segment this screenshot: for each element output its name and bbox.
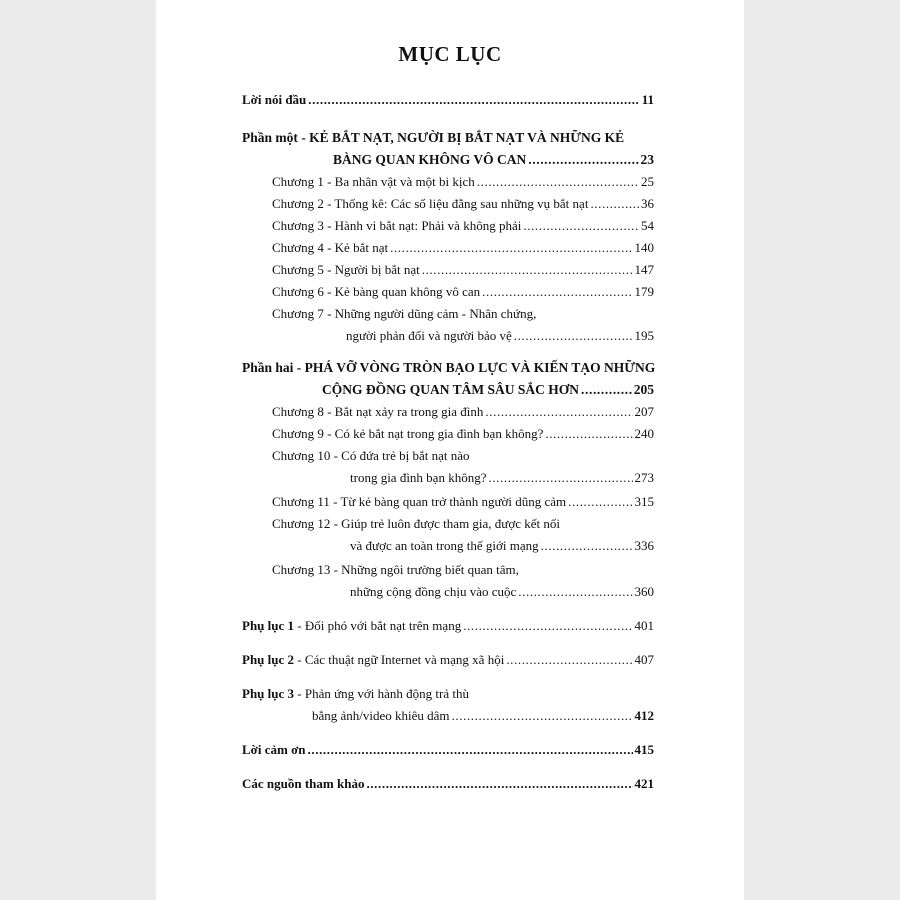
dot-leader [477, 174, 639, 190]
toc-entry-appendix-1[interactable] [242, 618, 654, 634]
dot-leader [452, 708, 633, 724]
dot-leader [390, 240, 632, 256]
entry-label: và được an toàn trong thế giới mạng [350, 538, 539, 553]
entry-label: trong gia đình bạn không? [350, 470, 487, 485]
toc-entry-part-two[interactable] [322, 382, 654, 398]
appendix-number: Phụ lục 3 [242, 686, 295, 701]
entry-page: 147 [634, 262, 654, 277]
entry-page: 412 [634, 708, 654, 723]
appendix-number: Phụ lục 1 [242, 618, 295, 633]
entry-label: - Các thuật ngữ Internet và mạng xã hội [294, 652, 505, 667]
toc-entry-acknowledgements[interactable] [242, 742, 654, 758]
entry-page: 140 [634, 240, 654, 255]
entry-label: CỘNG ĐỒNG QUAN TÂM SÂU SẮC HƠN [322, 382, 580, 397]
dot-leader [568, 494, 632, 510]
toc-entry-chapter-11[interactable] [272, 494, 654, 510]
entry-page: 401 [634, 618, 654, 633]
toc-entry-chapter-10-line1[interactable]: Chương 10 - Có đứa trẻ bị bắt nạt nào [272, 448, 470, 463]
entry-label: Chương 5 - Người bị bắt nạt [272, 262, 420, 277]
toc-entry-appendix-2[interactable] [242, 652, 654, 668]
part-two-heading[interactable]: Phần hai - PHÁ VỠ VÒNG TRÒN BẠO LỰC VÀ KIẾN TẠO NHỮNG [242, 360, 656, 375]
entry-page: 205 [633, 382, 654, 397]
part-one-heading[interactable]: Phần một - KẺ BẮT NẠT, NGƯỜI BỊ BẮT NẠT VÀ NHỮNG KẺ [242, 130, 625, 145]
dot-leader [482, 284, 632, 300]
dot-leader [308, 92, 639, 108]
toc-entry-chapter-12[interactable] [350, 538, 654, 554]
entry-page: 407 [634, 652, 654, 667]
entry-label: người phản đối và người bảo vệ [346, 328, 512, 343]
entry-page: 25 [641, 174, 654, 189]
entry-page: 11 [641, 92, 654, 107]
appendix-number: Phụ lục 2 [242, 652, 295, 667]
entry-page: 421 [634, 776, 654, 791]
entry-page: 336 [634, 538, 654, 553]
dot-leader [463, 618, 632, 634]
entry-page: 36 [641, 196, 654, 211]
toc-entry-chapter-5[interactable] [272, 262, 654, 278]
entry-page: 54 [641, 218, 654, 233]
entry-label: Chương 2 - Thống kê: Các số liệu đằng sau những vụ bắt nạt [272, 196, 589, 211]
entry-page: 360 [634, 584, 654, 599]
entry-label: Lời nói đầu [242, 92, 307, 107]
toc-entry-chapter-13[interactable] [350, 584, 654, 600]
entry-page: 23 [640, 152, 654, 167]
dot-leader [528, 152, 638, 168]
toc-entry-chapter-12-line1[interactable]: Chương 12 - Giúp trẻ luôn được tham gia, được kết nối [272, 516, 560, 531]
entry-label: - Phản ứng với hành động trả thù [294, 686, 469, 701]
entry-page: 273 [634, 470, 654, 485]
toc-entry-chapter-10[interactable] [350, 470, 654, 486]
toc-entry-chapter-3[interactable] [272, 218, 654, 234]
dot-leader [545, 426, 632, 442]
dot-leader [518, 584, 632, 600]
toc-entry-chapter-7[interactable] [346, 328, 654, 344]
toc-entry-appendix-3-line1[interactable] [242, 686, 469, 702]
entry-label: Chương 6 - Kẻ bàng quan không vô can [272, 284, 481, 299]
toc-page [156, 0, 744, 900]
entry-label: bằng ảnh/video khiêu dâm [312, 708, 450, 723]
dot-leader [514, 328, 633, 344]
toc-entry-chapter-4[interactable] [272, 240, 654, 256]
entry-page: 207 [634, 404, 654, 419]
dot-leader [523, 218, 639, 234]
toc-entry-chapter-1[interactable] [272, 174, 654, 190]
entry-label: Chương 9 - Có kẻ bắt nạt trong gia đình bạn không? [272, 426, 544, 441]
toc-entry-chapter-9[interactable] [272, 426, 654, 442]
dot-leader [422, 262, 633, 278]
entry-label: Lời cảm ơn [242, 742, 306, 757]
entry-label: Chương 1 - Ba nhân vật và một bi kịch [272, 174, 475, 189]
entry-page: 195 [634, 328, 654, 343]
toc-entry-preface[interactable] [242, 92, 654, 108]
entry-page: 315 [634, 494, 654, 509]
dot-leader [506, 652, 632, 668]
toc-entry-chapter-13-line1[interactable]: Chương 13 - Những ngôi trường biết quan tâm, [272, 562, 519, 577]
toc-entry-references[interactable] [242, 776, 654, 792]
dot-leader [485, 404, 632, 420]
toc-entry-part-one[interactable] [333, 152, 654, 168]
entry-page: 179 [634, 284, 654, 299]
entry-label: Các nguồn tham khảo [242, 776, 365, 791]
toc-entry-chapter-6[interactable] [272, 284, 654, 300]
dot-leader [488, 470, 632, 486]
entry-label: Chương 3 - Hành vi bắt nạt: Phải và không phải [272, 218, 522, 233]
entry-page: 415 [634, 742, 654, 757]
dot-leader [590, 196, 639, 212]
entry-page: 240 [634, 426, 654, 441]
dot-leader [308, 742, 633, 758]
entry-label: - Đối phó với bắt nạt trên mạng [294, 618, 462, 633]
dot-leader [541, 538, 633, 554]
dot-leader [581, 382, 632, 398]
entry-label: Chương 8 - Bắt nạt xảy ra trong gia đình [272, 404, 484, 419]
entry-label: Chương 4 - Kẻ bắt nạt [272, 240, 389, 255]
entry-label: Chương 11 - Từ kẻ bàng quan trở thành người dũng cảm [272, 494, 567, 509]
toc-entry-chapter-7-line1[interactable]: Chương 7 - Những người dũng cảm - Nhân chứng, [272, 306, 537, 321]
toc-entry-appendix-3[interactable] [312, 708, 654, 724]
toc-entry-chapter-2[interactable] [272, 196, 654, 212]
page-title: MỤC LỤC [398, 42, 502, 66]
dot-leader [366, 776, 632, 792]
toc-entry-chapter-8[interactable] [272, 404, 654, 420]
entry-label: những cộng đồng chịu vào cuộc [350, 584, 517, 599]
entry-label: BÀNG QUAN KHÔNG VÔ CAN [333, 152, 527, 167]
